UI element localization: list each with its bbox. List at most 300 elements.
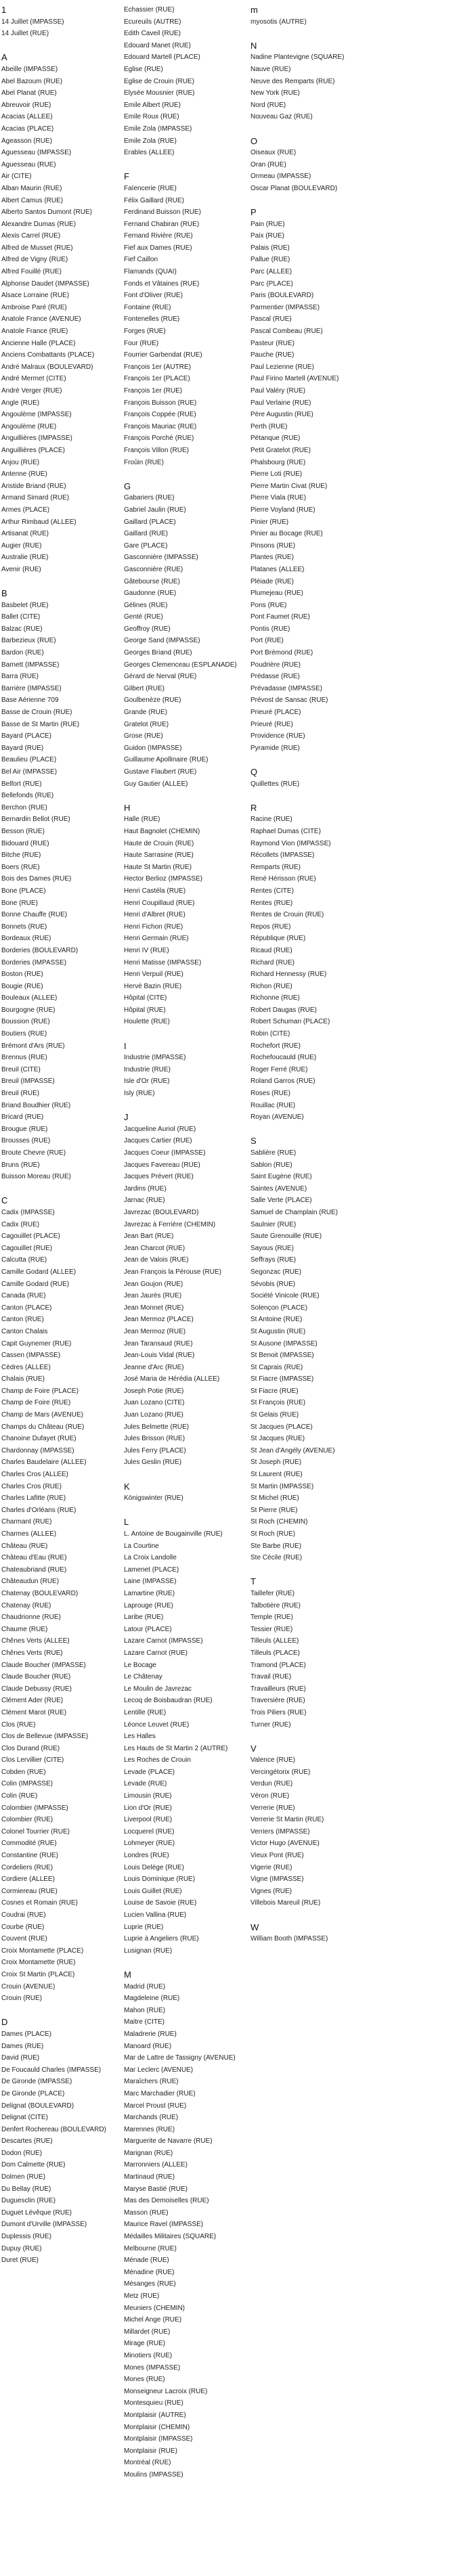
street-item: Brougue (RUE) (1, 1125, 48, 1133)
street-item: Haute Sarrasine (RUE) (124, 851, 194, 860)
street-item: Parmentier (IMPASSE) (251, 303, 320, 311)
street-item: Four (RUE) (124, 339, 159, 347)
street-item: Acacias (PLACE) (1, 125, 54, 133)
street-item: Vigerie (RUE) (251, 1863, 292, 1871)
street-item: José Maria de Hérédia (ALLEE) (124, 1375, 220, 1383)
street-item: Port Brémond (RUE) (251, 649, 313, 657)
street-item: Clos de Bellevue (IMPASSE) (1, 1733, 89, 1741)
street-item: Masson (RUE) (124, 2208, 169, 2217)
street-item: Oscar Planat (BOULEVARD) (251, 184, 338, 192)
street-item: Henri Coupillaud (RUE) (124, 899, 195, 907)
street-item: Seffrays (RUE) (251, 1256, 297, 1264)
street-item: Pascal (RUE) (251, 315, 292, 324)
street-item: Gaillard (PLACE) (124, 518, 176, 526)
street-item: Montplaisir (CHEMIN) (124, 2423, 190, 2431)
street-item: Henri Verpuil (RUE) (124, 971, 183, 979)
street-item: Artisanat (RUE) (1, 530, 49, 538)
street-item: Georges Briand (RUE) (124, 649, 192, 657)
street-item: Breuil (RUE) (1, 1090, 40, 1098)
street-item: Samuel de Champlain (RUE) (251, 1208, 338, 1216)
street-item: Jacques Favereau (RUE) (124, 1161, 200, 1169)
street-item: Verrerie (RUE) (251, 1804, 295, 1812)
street-item: Sablon (RUE) (251, 1161, 292, 1169)
street-item: Prévadasse (IMPASSE) (251, 684, 322, 692)
street-item: Taillefer (RUE) (251, 1589, 295, 1597)
street-item: Léonce Leuvet (RUE) (124, 1720, 190, 1729)
street-item: Boston (RUE) (1, 971, 43, 979)
street-item: Clos Durand (RUE) (1, 1744, 60, 1752)
street-item: Antenne (RUE) (1, 470, 47, 479)
street-item: Cobden (RUE) (1, 1768, 46, 1776)
street-item: Alberto Santos Dumont (RUE) (1, 208, 92, 217)
street-item: Breuil (IMPASSE) (1, 1078, 55, 1086)
street-item: François 1er (PLACE) (124, 375, 190, 383)
street-item: Augier (RUE) (1, 541, 42, 550)
street-item: Vercingétorix (RUE) (251, 1768, 311, 1776)
street-item: Laprouge (RUE) (124, 1601, 173, 1609)
letter-section (251, 766, 372, 790)
street-item: Récollets (IMPASSE) (251, 851, 315, 860)
street-item: Roland Garros (RUE) (251, 1078, 315, 1086)
letter-section (251, 4, 372, 28)
street-item: Plumejeau (RUE) (251, 590, 303, 598)
street-item: Armes (PLACE) (1, 506, 50, 514)
street-item: Denfert Rochereau (BOULEVARD) (1, 2125, 106, 2133)
street-item: Cagouillet (PLACE) (1, 1233, 60, 1241)
street-item: Jean François la Pérouse (RUE) (124, 1268, 221, 1276)
street-item: Pléiade (RUE) (251, 577, 294, 585)
street-item: Roses (RUE) (251, 1090, 290, 1098)
street-item: Jules Ferry (PLACE) (124, 1446, 186, 1454)
street-item: Louis Dominique (RUE) (124, 1875, 196, 1884)
street-item: Champ de Foire (RUE) (1, 1399, 71, 1407)
street-item: Jeanne d'Arc (RUE) (124, 1363, 184, 1371)
street-item: Bonnets (RUE) (1, 923, 47, 931)
street-item: Gilbert (RUE) (124, 684, 165, 692)
street-item: Cassen (IMPASSE) (1, 1352, 61, 1360)
street-item: Robert Schuman (PLACE) (251, 1018, 330, 1026)
street-item: Louis Guillet (RUE) (124, 1887, 182, 1895)
street-item: Brousses (RUE) (1, 1137, 51, 1145)
street-item: Guidon (IMPASSE) (124, 744, 182, 752)
street-item: Quillettes (RUE) (251, 780, 300, 788)
street-item: St Pierre (RUE) (251, 1506, 298, 1514)
street-item: Canton Chalais (1, 1327, 48, 1335)
street-item: Commodité (RUE) (1, 1840, 57, 1848)
street-item: Rochefort (RUE) (251, 1042, 301, 1050)
street-item: Latour (PLACE) (124, 1625, 172, 1633)
street-item: Marc Marchadier (RUE) (124, 2089, 196, 2097)
street-item: Jean Charcot (RUE) (124, 1244, 186, 1252)
street-item: Pierre Martin Civat (RUE) (251, 482, 328, 490)
street-item: Alban Maurin (RUE) (1, 184, 62, 192)
street-item: Travailleurs (RUE) (251, 1685, 306, 1693)
street-item: Charles Cros (RUE) (1, 1482, 62, 1490)
street-item: Croix Montamette (PLACE) (1, 1947, 84, 1955)
street-item: St Caprais (RUE) (251, 1363, 303, 1371)
street-item: St Jacques (PLACE) (251, 1423, 313, 1431)
street-item: Lecoq de Boisbaudran (RUE) (124, 1697, 213, 1705)
street-item: Sayous (RUE) (251, 1244, 294, 1252)
street-item: Neuve des Remparts (RUE) (251, 77, 335, 85)
street-item: Trois Piliers (RUE) (251, 1708, 307, 1716)
street-item: Brémont d'Ars (RUE) (1, 1042, 65, 1050)
street-item: Montplaisir (AUTRE) (124, 2411, 186, 2419)
street-item: Repos (RUE) (251, 923, 291, 931)
street-item: Clos Lervillier (CITE) (1, 1756, 64, 1764)
street-item: Robin (CITE) (251, 1030, 290, 1038)
street-item: Jacqueline Auriol (RUE) (124, 1125, 196, 1133)
street-item: Ormeau (IMPASSE) (251, 173, 311, 181)
street-item: Angle (RUE) (1, 399, 40, 407)
street-item: Hôpital (CITE) (124, 994, 167, 1002)
street-item: Pascal Combeau (RUE) (251, 328, 323, 336)
street-item: Berchon (RUE) (1, 803, 47, 812)
street-item: Pierre Loti (RUE) (251, 470, 303, 479)
street-item: St Roch (CHEMIN) (251, 1518, 308, 1526)
street-item: Richard (RUE) (251, 958, 295, 967)
section-letter: B (1, 588, 7, 599)
street-item: Père Augustin (RUE) (251, 411, 313, 419)
street-item: Pain (RUE) (251, 220, 285, 228)
street-item: Saute Grenouille (RUE) (251, 1233, 322, 1241)
street-item: Londres (RUE) (124, 1852, 169, 1860)
street-item: Jean Jaurès (RUE) (124, 1292, 182, 1300)
section-letter: K (124, 1481, 130, 1492)
street-item: Chardonnay (IMPASSE) (1, 1446, 74, 1454)
street-item: Paix (RUE) (251, 232, 285, 240)
street-item: Louis Delège (RUE) (124, 1863, 184, 1871)
street-item: Travail (RUE) (251, 1673, 292, 1681)
index-column (1, 4, 123, 2267)
street-item: Ricaud (RUE) (251, 946, 292, 954)
street-item: Camille Godard (ALLEE) (1, 1268, 77, 1276)
street-item: La Courtine (124, 1542, 159, 1550)
street-item: Alfred Fouillé (RUE) (1, 268, 62, 276)
street-item: Montréal (RUE) (124, 2459, 171, 2467)
index-column (251, 4, 372, 1945)
street-item: Jules Belmette (RUE) (124, 1423, 190, 1431)
street-item: Bonne Chauffe (RUE) (1, 911, 68, 919)
street-item: Gustave Flaubert (RUE) (124, 768, 197, 776)
street-item: Châteaudun (RUE) (1, 1578, 60, 1586)
street-item: Crouin (RUE) (1, 1995, 43, 2003)
street-item: Talbotière (RUE) (251, 1601, 301, 1609)
street-item: Dumont d'Urville (IMPASSE) (1, 2221, 87, 2229)
street-item: Bouleaux (ALLEE) (1, 994, 58, 1002)
letter-section (1, 2016, 123, 2266)
street-item: Genté (RUE) (124, 613, 163, 621)
street-item: Le Châtenay (124, 1673, 162, 1681)
street-item: Mahon (RUE) (124, 2006, 166, 2014)
street-item: Paul Valéry (RUE) (251, 387, 305, 395)
street-item: Echassier (RUE) (124, 6, 175, 14)
street-item: St Antoine (RUE) (251, 1316, 303, 1324)
street-item: Anguillières (PLACE) (1, 446, 65, 454)
street-item: Bayard (PLACE) (1, 732, 51, 740)
street-item: Mar de Lattre de Tassigny (AVENUE) (124, 2054, 236, 2062)
street-item: Hector Berlioz (IMPASSE) (124, 875, 202, 883)
street-item: Bidouard (RUE) (1, 839, 49, 847)
street-item: Maurice Ravel (IMPASSE) (124, 2221, 204, 2229)
street-item: Eglise de Crouin (RUE) (124, 77, 194, 85)
letter-section (124, 481, 246, 790)
street-item: Gâtebourse (RUE) (124, 577, 180, 585)
street-item: Pyramide (RUE) (251, 744, 300, 752)
street-item: Valence (RUE) (251, 1756, 295, 1764)
street-item: Providence (RUE) (251, 732, 305, 740)
street-item: Guillaume Apollinaire (RUE) (124, 756, 209, 764)
street-item: Cadix (IMPASSE) (1, 1208, 55, 1216)
street-item: Verdun (RUE) (251, 1780, 293, 1788)
street-item: François Mauriac (RUE) (124, 422, 197, 430)
street-item: Bourgogne (RUE) (1, 1006, 56, 1014)
street-item: De Gironde (PLACE) (1, 2089, 65, 2097)
street-item: Crouin (AVENUE) (1, 1982, 56, 1991)
letter-section (1, 1195, 123, 2004)
section-letter: D (1, 2017, 8, 2028)
street-item: Isly (RUE) (124, 1090, 155, 1098)
street-item: Cèdres (ALLEE) (1, 1363, 51, 1371)
street-item: St Fiacre (RUE) (251, 1387, 299, 1395)
street-item: Edouard Manet (RUE) (124, 41, 191, 49)
street-item: Pierre Voyland (RUE) (251, 506, 315, 514)
street-item: Bordeaux (RUE) (1, 935, 51, 943)
street-item: Louise de Savoie (RUE) (124, 1899, 197, 1907)
street-item: Alfred de Vigny (RUE) (1, 256, 68, 264)
street-item: Jacques Cartier (RUE) (124, 1137, 192, 1145)
street-item: Abreuvoir (RUE) (1, 101, 51, 109)
street-item: Jean de Valois (RUE) (124, 1256, 189, 1264)
street-item: New York (RUE) (251, 89, 300, 97)
street-item: Gérard de Nerval (RUE) (124, 673, 197, 681)
street-item: Saulnier (RUE) (251, 1220, 297, 1228)
street-item: Anjou (RUE) (1, 458, 40, 466)
street-item: Ballet (CITE) (1, 613, 41, 621)
street-item: Claude Boucher (RUE) (1, 1673, 71, 1681)
street-item: St Jean d'Angély (AVENUE) (251, 1446, 335, 1454)
street-item: Du Bellay (RUE) (1, 2185, 51, 2193)
street-item: Metz (RUE) (124, 2292, 160, 2300)
street-item: Claude Boucher (IMPASSE) (1, 1661, 86, 1669)
street-item: Société Vinicole (RUE) (251, 1292, 320, 1300)
street-item: André Mermet (CITE) (1, 375, 66, 383)
street-item: Angoulème (RUE) (1, 422, 57, 430)
street-item: Prieuré (PLACE) (251, 709, 301, 717)
street-item: Brennus (RUE) (1, 1054, 47, 1062)
street-item: Croix St Martin (PLACE) (1, 1970, 75, 1978)
street-item: Château (RUE) (1, 1542, 48, 1550)
street-item: Palais (RUE) (251, 244, 290, 252)
street-item: Prédasse (RUE) (251, 673, 300, 681)
street-item: André Verger (RUE) (1, 387, 62, 395)
street-item: Martinaud (RUE) (124, 2173, 175, 2181)
street-item: Jacques Coeur (IMPASSE) (124, 1149, 206, 1157)
street-item: Jean Mermoz (PLACE) (124, 1316, 194, 1324)
street-item: Melbourne (RUE) (124, 2244, 177, 2252)
street-item: Jules Geslin (RUE) (124, 1459, 182, 1467)
street-item: Capit Guynemer (RUE) (1, 1339, 72, 1348)
street-item: Colombier (IMPASSE) (1, 1804, 68, 1812)
street-item: Arthur Rimbaud (ALLEE) (1, 518, 77, 526)
street-item: Bricard (RUE) (1, 1113, 44, 1122)
street-item: Chatenay (BOULEVARD) (1, 1589, 79, 1597)
street-item: Montplaisir (IMPASSE) (124, 2435, 193, 2443)
street-item: Maryse Bastié (RUE) (124, 2185, 188, 2193)
street-item: Barbezieux (RUE) (1, 637, 56, 645)
section-letter: L (124, 1517, 129, 1528)
street-item: myosotis (AUTRE) (251, 18, 307, 26)
street-item: St Michel (RUE) (251, 1494, 299, 1503)
street-item: Emile Zola (RUE) (124, 137, 177, 145)
street-item: Chanoine Dufayet (RUE) (1, 1435, 77, 1443)
letter-section (124, 171, 246, 468)
street-item: Nord (RUE) (251, 101, 286, 109)
street-item: Bel Air (IMPASSE) (1, 768, 58, 776)
street-item: Richonne (RUE) (251, 994, 300, 1002)
street-item: William Booth (IMPASSE) (251, 1935, 328, 1943)
section-letter: C (1, 1195, 8, 1206)
street-item: Abeille (IMPASSE) (1, 65, 58, 73)
street-item: De Foucauld Charles (IMPASSE) (1, 2066, 102, 2074)
street-item: Borderies (BOULEVARD) (1, 946, 79, 954)
street-item: Prieuré (RUE) (251, 720, 293, 728)
street-item: Marennes (RUE) (124, 2125, 175, 2133)
street-item: Albert Camus (RUE) (1, 196, 64, 204)
street-item: Le Moulin de Javrezac (124, 1685, 192, 1693)
street-item: Parc (PLACE) (251, 280, 293, 288)
street-item: Air (CITE) (1, 173, 32, 181)
street-item: Königswinter (RUE) (124, 1494, 183, 1503)
letter-section (124, 1111, 246, 1469)
street-item: Delignat (BOULEVARD) (1, 2102, 74, 2110)
street-item: Fonds et Vâtaines (RUE) (124, 280, 200, 288)
street-item: Michel Ange (RUE) (124, 2316, 182, 2324)
street-item: St Fiacre (IMPASSE) (251, 1375, 314, 1383)
street-item: Georges Clemenceau (ESPLANADE) (124, 661, 237, 669)
street-item: Marronniers (ALLEE) (124, 2161, 188, 2169)
street-item: Jean Monnet (RUE) (124, 1304, 184, 1312)
street-item: Tilleuls (ALLEE) (251, 1637, 299, 1645)
street-item: Perth (RUE) (251, 422, 288, 430)
section-letter: V (251, 1743, 257, 1754)
street-item: Ferdinand Buisson (RUE) (124, 208, 201, 217)
street-item: Fief Caillon (124, 256, 158, 264)
street-item: François Buisson (RUE) (124, 399, 197, 407)
street-item: Rentes (RUE) (251, 899, 293, 907)
street-item: Hôpital (RUE) (124, 1006, 166, 1014)
street-item: Bayard (RUE) (1, 744, 44, 752)
street-item: République (RUE) (251, 935, 306, 943)
street-item: 14 Juillet (RUE) (1, 30, 49, 38)
street-item: Millardet (RUE) (124, 2328, 171, 2336)
street-item: François 1er (RUE) (124, 387, 183, 395)
street-item: Ecureuils (AUTRE) (124, 18, 181, 26)
street-item: Pasteur (RUE) (251, 339, 295, 347)
street-item: Petit Gratelot (RUE) (251, 446, 311, 454)
street-item: Plantes (RUE) (251, 554, 294, 562)
street-item: Bruns (RUE) (1, 1161, 40, 1169)
letter-section (251, 206, 372, 754)
street-item: Paris (BOULEVARD) (251, 292, 314, 300)
street-item: Halle (RUE) (124, 816, 160, 824)
street-item: Chênes Verts (RUE) (1, 1649, 63, 1657)
street-item: Gaillard (RUE) (124, 530, 169, 538)
street-item: Mésanges (RUE) (124, 2280, 176, 2288)
street-item: Pauche (RUE) (251, 351, 295, 359)
street-item: Alexandre Dumas (RUE) (1, 220, 77, 228)
street-item: Edouard Martell (PLACE) (124, 53, 200, 62)
letter-section (1, 587, 123, 1183)
street-item: Anciens Combattants (PLACE) (1, 351, 95, 359)
street-item: Nauve (RUE) (251, 65, 291, 73)
street-item: Jacques Prévert (RUE) (124, 1173, 194, 1181)
street-item: Fernand Chabiran (RUE) (124, 220, 200, 228)
street-item: Jean Bart (RUE) (124, 1233, 174, 1241)
section-letter: W (251, 1922, 259, 1932)
letter-section (251, 1576, 372, 1731)
street-item: Geoffroy (RUE) (124, 625, 171, 633)
street-item: Goulbenèze (RUE) (124, 696, 181, 705)
section-letter: R (251, 802, 257, 813)
street-item: Maraîchers (RUE) (124, 2078, 179, 2086)
street-item: Paul Verlaine (RUE) (251, 399, 311, 407)
street-item: Laine (IMPASSE) (124, 1578, 177, 1586)
section-letter: T (251, 1576, 256, 1587)
street-item: Gélines (RUE) (124, 601, 168, 609)
street-item: Lion d'Or (RUE) (124, 1804, 172, 1812)
street-item: De Gironde (IMPASSE) (1, 2078, 72, 2086)
street-item: Château d'Eau (RUE) (1, 1554, 67, 1562)
street-item: Coudrai (RUE) (1, 1911, 46, 1919)
street-item: Ste Cécile (RUE) (251, 1554, 303, 1562)
street-item: Australie (RUE) (1, 554, 49, 562)
street-item: Boers (RUE) (1, 863, 40, 871)
street-item: Alfred de Musset (RUE) (1, 244, 73, 252)
street-item: Rentes (CITE) (251, 887, 294, 895)
street-item: Ménade (RUE) (124, 2257, 169, 2265)
street-item: Chaume (RUE) (1, 1625, 48, 1633)
street-item: Luprie à Angeliers (RUE) (124, 1935, 199, 1943)
street-item: Buisson Moreau (RUE) (1, 1173, 71, 1181)
street-item: Fontenelles (RUE) (124, 315, 180, 324)
street-item: St Gelais (RUE) (251, 1411, 299, 1419)
street-item: Oiseaux (RUE) (251, 149, 297, 157)
street-item: Delignat (CITE) (1, 2114, 48, 2122)
street-item: Lohmeyer (RUE) (124, 1840, 175, 1848)
street-item: Pinsons (RUE) (251, 541, 296, 550)
street-item: Jean Taransaud (RUE) (124, 1339, 193, 1348)
index-column (124, 4, 246, 2481)
street-item: Javrezac à Ferrière (CHEMIN) (124, 1220, 216, 1228)
street-item: Tramond (PLACE) (251, 1661, 306, 1669)
street-item: Alphonse Daudet (IMPASSE) (1, 280, 89, 288)
street-item: St Jacques (RUE) (251, 1435, 305, 1443)
street-item: St Benoit (IMPASSE) (251, 1352, 314, 1360)
street-item: Sablière (RUE) (251, 1149, 297, 1157)
street-item: Elysée Mousnier (RUE) (124, 89, 195, 97)
street-item: Fernand Rivière (RUE) (124, 232, 193, 240)
street-item: Cordiere (ALLEE) (1, 1875, 55, 1884)
street-item: Duret (RUE) (1, 2257, 39, 2265)
street-item: Couvent (RUE) (1, 1935, 47, 1943)
street-item: Briand Boudhier (RUE) (1, 1101, 71, 1109)
street-item: Calcutta (RUE) (1, 1256, 47, 1264)
street-item: Croix Montamette (RUE) (1, 1959, 76, 1967)
street-item: Chatenay (RUE) (1, 1601, 51, 1609)
street-item: Nouveau Gaz (RUE) (251, 113, 313, 121)
street-item: Saintes (AVENUE) (251, 1184, 307, 1193)
